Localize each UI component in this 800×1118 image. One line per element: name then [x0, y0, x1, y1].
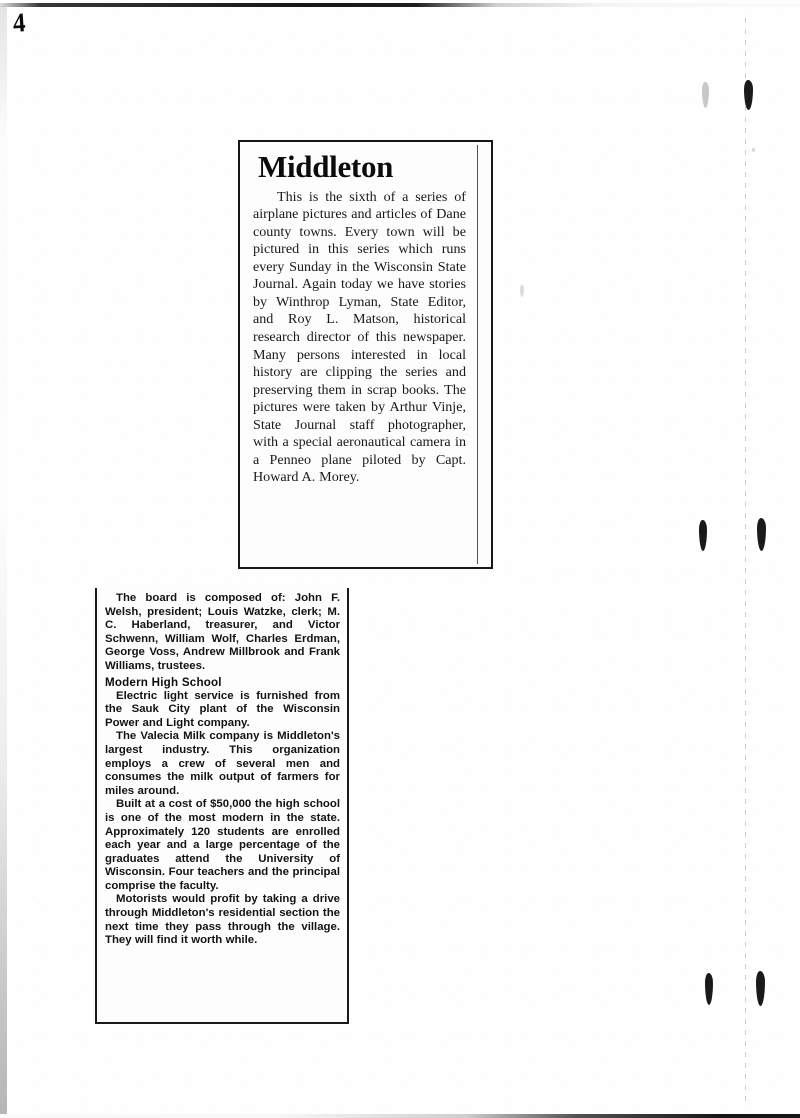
clipping-subheading: Modern High School	[105, 675, 222, 689]
paragraph-high-school: Built at a cost of $50,000 the high school is one of the most modern in the state. Approximately 120 students are enrolled each year and a large percentage of the graduates attend the University of Wisconsin. Four teachers and the principal comprise the faculty.	[105, 798, 340, 892]
paper-speck	[752, 148, 755, 152]
clipping-column	[105, 592, 340, 948]
scan-edge-bottom	[0, 1114, 800, 1118]
paper-speck	[520, 285, 524, 297]
binding-smudge	[702, 82, 709, 108]
binding-smudge	[705, 973, 713, 1005]
binding-smudge	[699, 520, 707, 551]
paragraph-board-members: The board is composed of: John F. Welsh, president; Louis Watzke, clerk; M. C. Haberland, treasurer, and Victor Schwenn, William Wolf, Charles Erdman, George Voss, Andrew Millbrook and Frank Williams, trustees.	[105, 592, 340, 672]
binding-smudge	[757, 518, 766, 551]
paragraph-valecia-milk: The Valecia Milk company is Middleton's largest industry. This organization employs a crew of several men and consumes the milk output of farmers for miles around.	[105, 730, 340, 797]
paragraph-electric-light: Electric light service is furnished from the Sauk City plant of the Wisconsin Power and Light company.	[105, 689, 340, 729]
paragraph-motorists: Motorists would profit by taking a drive through Middleton's residential section the next time they pass through the village. They will find it worth while.	[105, 893, 340, 947]
scan-edge-top	[0, 3, 800, 7]
clipping-body-text: This is the sixth of a series of airplane pictures and articles of Dane county towns. Every town will be pictured in this series which runs every Sunday in the Wisconsin State Journal. Again today we have stories by Winthrop Lyman, State Editor, and Roy L. Matson, historical research director of this newspaper. Many persons interested in local history are clipping the series and preserving them in scrap books. The pictures were taken by Arthur Vinje, State Journal staff photographer, with a special aeronautical camera in a Penneo plane piloted by Capt. Howard A. Morey.	[253, 188, 466, 486]
binding-smudge	[756, 971, 765, 1006]
newspaper-clipping-middleton-board	[95, 588, 349, 1024]
binding-smudge	[744, 80, 753, 110]
scan-edge-left	[0, 6, 7, 1114]
handwritten-page-number: 4	[11, 8, 26, 39]
newspaper-clipping-middleton-intro	[238, 140, 493, 569]
page-fold-line	[745, 18, 746, 1103]
clipping-headline: Middleton	[258, 149, 394, 184]
